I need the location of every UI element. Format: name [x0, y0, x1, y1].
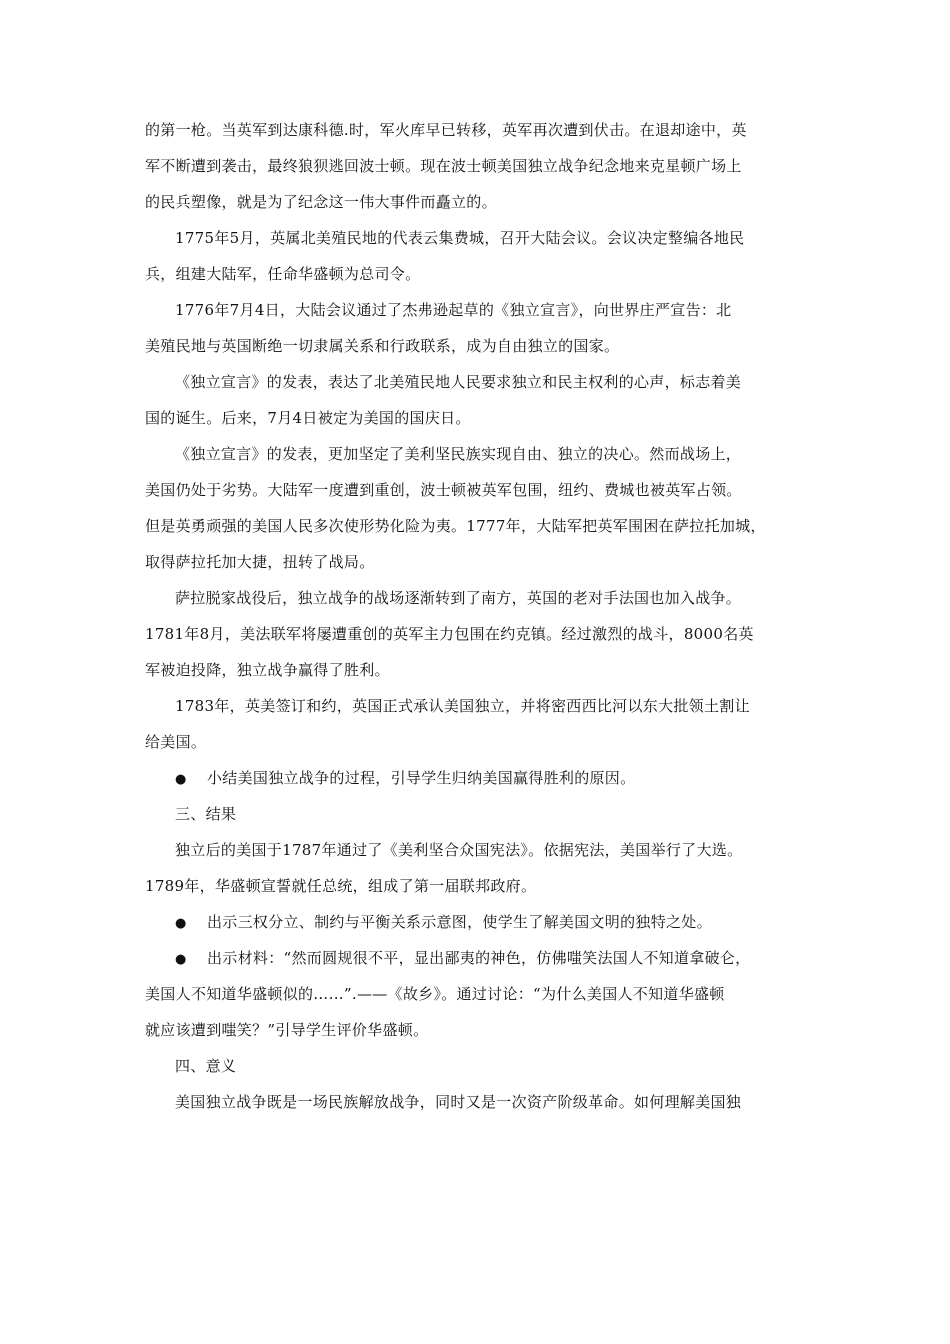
line-text: 四、意义 — [175, 1057, 237, 1075]
text-line — [145, 1092, 815, 1112]
text-line — [145, 660, 815, 680]
line-text: 美国人不知道华盛顿似的……”.——《故乡》。通过讨论：“为什么美国人不知道华盛顿 — [145, 985, 725, 1003]
line-text: 就应该遭到嗤笑？”引导学生评价华盛顿。 — [145, 1021, 429, 1039]
line-text: 美殖民地与英国断绝一切隶属关系和行政联系，成为自由独立的国家。 — [145, 337, 620, 355]
line-text: 1775年5月，英属北美殖民地的代表云集费城，召开大陆会议。会议决定整编各地民 — [175, 229, 745, 247]
bullet-icon: ● — [175, 772, 187, 787]
line-text: 1789年，华盛顿宣誓就任总统，组成了第一届联邦政府。 — [145, 877, 537, 895]
line-text: 1781年8月，美法联军将屡遭重创的英军主力包围在约克镇。经过激烈的战斗，8000名英 — [145, 625, 754, 643]
document-body — [145, 120, 815, 1128]
bullet-line — [145, 948, 815, 968]
text-line — [145, 336, 815, 356]
text-line — [145, 156, 815, 176]
text-line — [145, 228, 815, 248]
line-text: 军不断遭到袭击，最终狼狈逃回波士顿。现在波士顿美国独立战争纪念地来克星顿广场上 — [145, 157, 742, 175]
line-text: 兵，组建大陆军，任命华盛顿为总司令。 — [145, 265, 421, 283]
text-line — [145, 120, 815, 140]
text-line — [145, 1056, 815, 1076]
bullet-icon: ● — [175, 916, 187, 931]
text-line — [145, 984, 815, 1004]
text-line — [145, 804, 815, 824]
line-text: 取得萨拉托加大捷，扭转了战局。 — [145, 553, 375, 571]
line-text: 三、结果 — [175, 805, 237, 823]
line-text: 美国仍处于劣势。大陆军一度遭到重创，波士顿被英军包围，纽约、费城也被英军占领。 — [145, 481, 742, 499]
bullet-line — [145, 912, 815, 932]
line-text: 独立后的美国于1787年通过了《美利坚合众国宪法》。依据宪法，美国举行了大选。 — [175, 841, 743, 859]
text-line — [145, 624, 815, 644]
text-line — [145, 192, 815, 212]
line-text: 给美国。 — [145, 733, 207, 751]
text-line — [145, 516, 815, 536]
text-line — [145, 588, 815, 608]
line-text: 《独立宣言》的发表，表达了北美殖民地人民要求独立和民主权利的心声，标志着美 — [175, 373, 742, 391]
text-line — [145, 444, 815, 464]
text-line — [145, 300, 815, 320]
line-text: 出示三权分立、制约与平衡关系示意图，使学生了解美国文明的独特之处。 — [207, 913, 712, 931]
text-line — [145, 696, 815, 716]
line-text: 出示材料：“然而圆规很不平，显出鄙夷的神色，仿佛嗤笑法国人不知道拿破仑， — [207, 949, 751, 967]
line-text: 的第一枪。当英军到达康科德.时，军火库早已转移，英军再次遭到伏击。在退却途中，英 — [145, 121, 747, 139]
line-text: 国的诞生。后来，7月4日被定为美国的国庆日。 — [145, 409, 471, 427]
text-line — [145, 552, 815, 572]
line-text: 《独立宣言》的发表，更加坚定了美利坚民族实现自由、独立的决心。然而战场上， — [175, 445, 742, 463]
text-line — [145, 1020, 815, 1040]
text-line — [145, 264, 815, 284]
line-text: 的民兵塑像，就是为了纪念这一伟大事件而矗立的。 — [145, 193, 497, 211]
bullet-line — [145, 768, 815, 788]
text-line — [145, 372, 815, 392]
line-text: 1776年7月4日，大陆会议通过了杰弗逊起草的《独立宣言》，向世界庄严宣告：北 — [175, 301, 732, 319]
line-text: 但是英勇顽强的美国人民多次使形势化险为夷。1777年，大陆军把英军围困在萨拉托加城， — [145, 517, 766, 535]
bullet-icon: ● — [175, 952, 187, 967]
line-text: 军被迫投降，独立战争赢得了胜利。 — [145, 661, 390, 679]
text-line — [145, 408, 815, 428]
text-line — [145, 840, 815, 860]
line-text: 萨拉脱家战役后，独立战争的战场逐渐转到了南方，英国的老对手法国也加入战争。 — [175, 589, 742, 607]
line-text: 1783年，英美签订和约，英国正式承认美国独立，并将密西西比河以东大批领土割让 — [175, 697, 750, 715]
line-text: 美国独立战争既是一场民族解放战争，同时又是一次资产阶级革命。如何理解美国独 — [175, 1093, 742, 1111]
text-line — [145, 480, 815, 500]
line-text: 小结美国独立战争的过程，引导学生归纳美国赢得胜利的原因。 — [207, 769, 636, 787]
text-line — [145, 732, 815, 752]
text-line — [145, 876, 815, 896]
